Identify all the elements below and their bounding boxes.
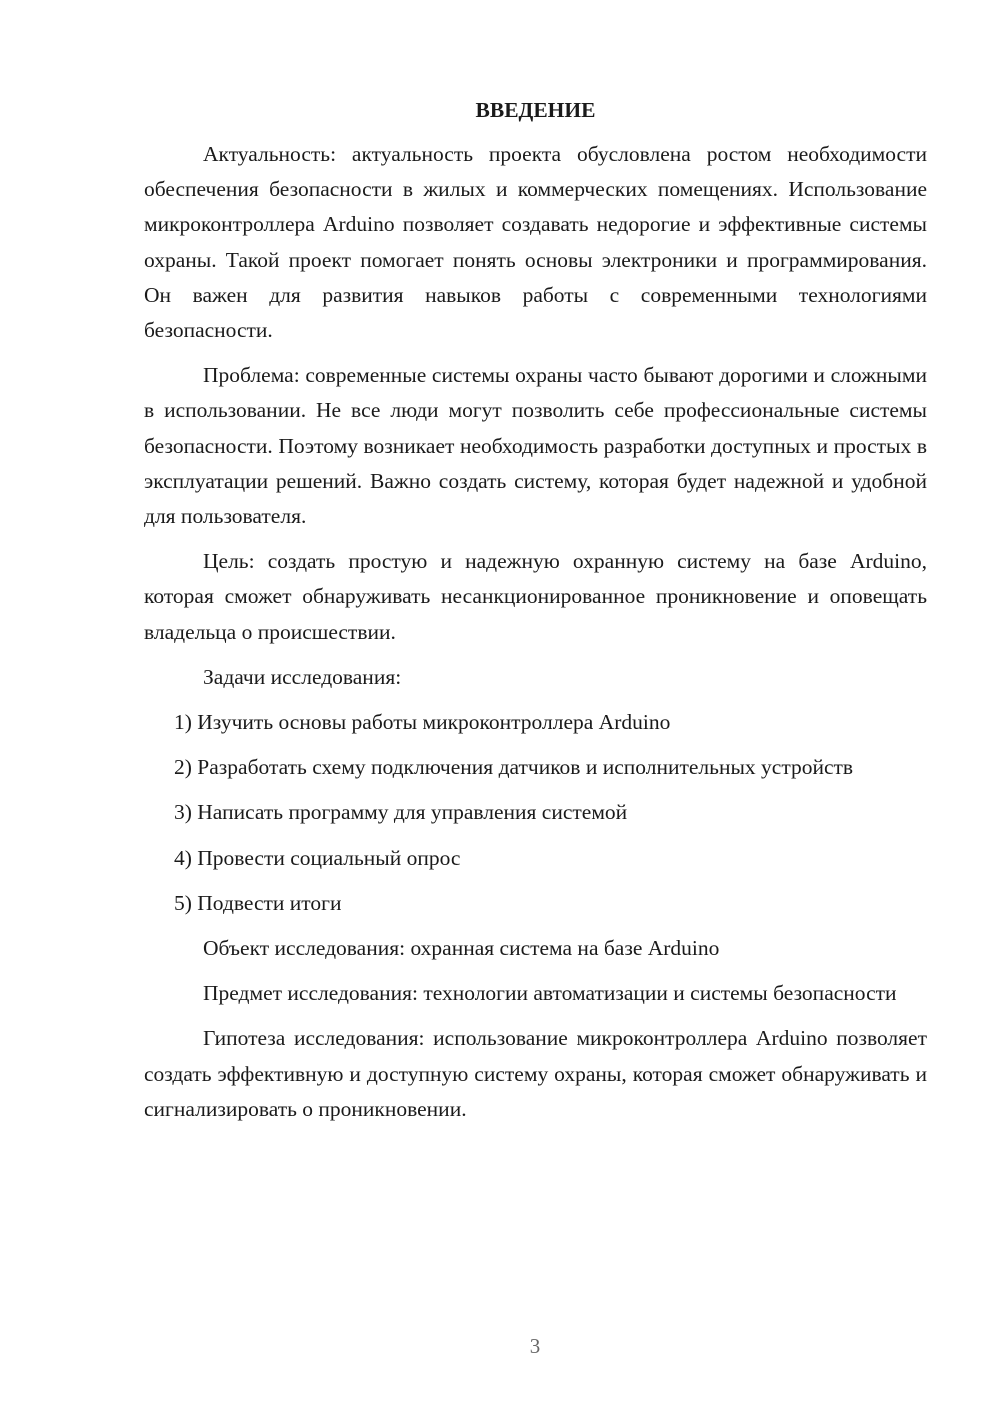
document-page	[144, 95, 927, 1137]
problem-paragraph: Проблема: современные системы охраны часто бывают дорогими и сложными в использовании. Не все люди могут позволить себе профессиональные системы безопасности. Поэтому возникает необходимость разработки доступных и простых в эксплуатации решений. Важно создать систему, которая будет надежной и удобной для пользователя.	[144, 363, 927, 529]
subject-paragraph: Предмет исследования: технологии автоматизации и системы безопасности	[203, 981, 897, 1006]
relevance-paragraph: Актуальность: актуальность проекта обусловлена ростом необходимости обеспечения безопасности в жилых и коммерческих помещениях. Использование микроконтроллера Arduino позволяет создавать недорогие и эффективные системы охраны. Такой проект помогает понять основы электроники и программирования. Он важен для развития навыков работы с современными технологиями безопасности.	[144, 142, 927, 343]
task-item: 3) Написать программу для управления системой	[174, 800, 628, 825]
section-title: ВВЕДЕНИЕ	[475, 98, 596, 122]
task-item: 2) Разработать схему подключения датчиков и исполнительных устройств	[174, 755, 854, 780]
page-number: 3	[529, 1334, 541, 1358]
task-item: 4) Провести социальный опрос	[174, 845, 461, 870]
goal-paragraph: Цель: создать простую и надежную охранную систему на базе Arduino, которая сможет обнаруживать несанкционированное проникновение и оповещать владельца о происшествии.	[144, 549, 927, 644]
hypothesis-paragraph: Гипотеза исследования: использование микроконтроллера Arduino позволяет создать эффективную и доступную систему охраны, которая сможет обнаруживать и сигнализировать о проникновении.	[144, 1026, 927, 1121]
tasks-heading: Задачи исследования:	[203, 664, 402, 689]
task-item: 1) Изучить основы работы микроконтроллера Arduino	[174, 710, 671, 735]
task-item: 5) Подвести итоги	[174, 890, 342, 915]
object-paragraph: Объект исследования: охранная система на базе Arduino	[203, 936, 720, 961]
